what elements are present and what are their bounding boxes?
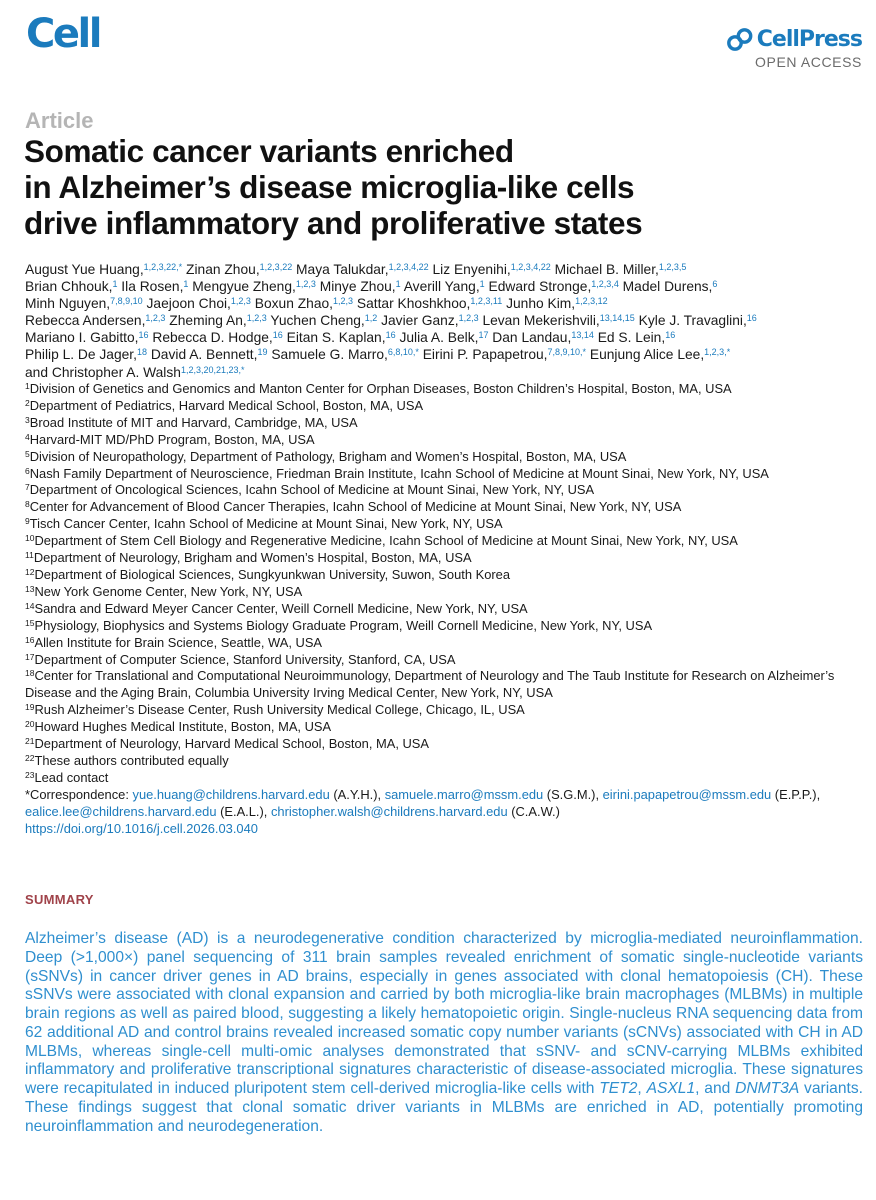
affiliation-number: 19: [25, 702, 35, 713]
article-title: [24, 133, 844, 241]
author-line: [25, 329, 870, 346]
cell-journal-logo: Cell: [26, 11, 100, 57]
correspondence-label: *Correspondence:: [25, 786, 133, 802]
affiliation-item: $^6$Nash Family Department of Neuroscience, Friedman Brain Institute, Icahn School of Medicine at Mount Sinai, New York, NY, USA: [25, 465, 769, 481]
affiliation-number: 14: [25, 600, 35, 611]
author-name: Eirini P. Papapetrou,$^{7,8,9,10,*}$: [422, 347, 587, 363]
email-link[interactable]: yue.huang@childrens.harvard.edu: [132, 786, 330, 802]
author-name: Michael B. Miller,$^{1,2,3,5}$: [554, 262, 687, 277]
author-list: [25, 261, 870, 381]
affiliation-number: 13: [25, 583, 35, 594]
title-line: Somatic cancer variants enriched: [24, 133, 514, 169]
author-affiliation-marks: 16: [665, 330, 676, 341]
author-name: Maya Talukdar,$^{1,2,3,4,22}$: [296, 262, 429, 277]
author-name: Averill Yang,$^1$: [403, 279, 485, 295]
email-link[interactable]: ealice.lee@childrens.harvard.edu: [25, 803, 217, 819]
affiliation-item: $^9$Tisch Cancer Center, Icahn School of Medicine at Mount Sinai, New York, NY, USA: [25, 516, 503, 532]
doi-link[interactable]: https://doi.org/10.1016/j.cell.2026.03.040: [25, 820, 258, 836]
author-affiliation-marks: 1,2,3: [145, 313, 166, 324]
author-affiliation-marks: 1,2,3: [333, 296, 354, 307]
affiliation-item: $^4$Harvard-MIT MD/PhD Program, Boston, MA, USA: [25, 431, 315, 447]
author-affiliation-marks: 1,2,3: [295, 279, 316, 290]
author-name: Minye Zhou,$^1$: [319, 279, 401, 295]
author-affiliation-marks: 1,2,3,5: [658, 262, 687, 272]
author-initials: (C.A.W.): [507, 803, 560, 819]
author-name: Madel Durens,$^6$: [622, 279, 718, 295]
author-affiliation-marks: 18: [136, 347, 147, 358]
author-line: [25, 295, 870, 312]
correspondence: [25, 787, 870, 821]
affiliation-number: 2: [25, 397, 30, 408]
affiliation-item: $^2$Department of Pediatrics, Harvard Medical School, Boston, MA, USA: [25, 397, 424, 413]
author-affiliation-marks: 1: [112, 279, 118, 290]
cellpress-wordmark: CellPress: [756, 27, 862, 52]
email-link[interactable]: christopher.walsh@childrens.harvard.edu: [270, 803, 508, 819]
author-name: Mariano I. Gabitto,$^{16}$: [25, 330, 149, 346]
affiliation-item: $^1$Division of Genetics and Genomics and Manton Center for Orphan Diseases, Boston Children’s Hospital, Boston, MA, USA: [25, 381, 732, 396]
author-affiliation-marks: 1,2,3,4,22: [388, 262, 429, 272]
author-affiliation-marks: 17: [478, 330, 489, 341]
author-affiliation-marks: 1,2,3,22,*: [143, 262, 183, 272]
cellpress-mark-icon: [727, 28, 753, 52]
author-affiliation-marks: 1,2,3,4,22: [510, 262, 551, 272]
affiliation-number: 23: [25, 769, 35, 780]
author-name: Mengyue Zheng,$^{1,2,3}$: [192, 279, 316, 295]
author-line: [25, 346, 870, 363]
author-name: Dan Landau,$^{13,14}$: [492, 330, 594, 346]
affiliation-number: 11: [25, 550, 34, 561]
gene-name: ASXL1: [646, 1080, 696, 1097]
author-name: Eunjung Alice Lee,$^{1,2,3,*}$: [589, 347, 731, 363]
affiliation-item: $^7$Department of Oncological Sciences, Icahn School of Medicine at Mount Sinai, New York, NY, USA: [25, 482, 595, 498]
author-name: Philip L. De Jager,$^{18}$: [25, 347, 147, 363]
summary-segment: ,: [637, 1080, 647, 1097]
affiliation-number: 21: [25, 736, 35, 747]
affiliation-item: $^{14}$Sandra and Edward Meyer Cancer Center, Weill Cornell Medicine, New York, NY, USA: [25, 600, 528, 616]
author-affiliation-marks: 16: [385, 330, 396, 341]
author-name: Samuele G. Marro,$^{6,8,10,*}$: [271, 347, 419, 363]
affiliation-number: 12: [25, 566, 35, 577]
affiliation-number: 18: [25, 668, 35, 679]
author-affiliation-marks: 1: [479, 279, 485, 290]
author-affiliation-marks: 7,8,9,10,*: [547, 347, 587, 358]
author-affiliation-marks: 1: [395, 279, 401, 290]
author-name: Brian Chhouk,$^1$: [25, 279, 118, 295]
affiliation-number: 22: [25, 752, 35, 763]
affiliation-number: 9: [25, 516, 30, 527]
affiliation-number: 17: [25, 651, 35, 662]
email-link[interactable]: samuele.marro@mssm.edu: [384, 786, 544, 802]
author-affiliation-marks: 6: [712, 279, 718, 290]
affiliations-block: [25, 381, 870, 837]
gene-name: DNMT3A: [735, 1080, 800, 1097]
author-name: Junho Kim,$^{1,2,3,12}$: [506, 296, 608, 312]
author-name: Zinan Zhou,$^{1,2,3,22}$: [186, 262, 293, 277]
author-name: Boxun Zhao,$^{1,2,3}$: [254, 296, 354, 312]
author-affiliation-marks: 1,2,3: [246, 313, 267, 324]
author-name: Zheming An,$^{1,2,3}$: [169, 313, 267, 329]
author-name: Levan Mekerishvili,$^{13,14,15}$: [482, 313, 635, 329]
author-affiliation-marks: 1,2,3,20,21,23,*: [180, 364, 245, 375]
author-initials: (E.A.L.),: [216, 803, 271, 819]
author-affiliation-marks: 1: [183, 279, 189, 290]
affiliation-number: 6: [25, 465, 30, 476]
title-line: drive inflammatory and proliferative states: [24, 205, 643, 241]
cellpress-logo: [727, 28, 862, 70]
affiliation-number: 20: [25, 719, 35, 730]
gene-name: TET2: [599, 1080, 638, 1097]
email-link[interactable]: eirini.papapetrou@mssm.edu: [602, 786, 772, 802]
affiliation-item: $^{15}$Physiology, Biophysics and Systems Biology Graduate Program, Weill Cornell Medicine, New York, NY, USA: [25, 617, 653, 633]
affiliation-number: 15: [25, 617, 35, 628]
author-name: Yuchen Cheng,$^{1,2}$: [270, 313, 378, 329]
author-initials: (E.P.P.),: [771, 786, 821, 802]
author-affiliation-marks: 13,14: [571, 330, 594, 341]
author-name: Sattar Khoshkhoo,$^{1,2,3,11}$: [356, 296, 503, 312]
author-name: David A. Bennett,$^{19}$: [150, 347, 268, 363]
author-affiliation-marks: 7,8,9,10: [110, 296, 143, 307]
author-name: Eitan S. Kaplan,$^{16}$: [286, 330, 396, 346]
open-access-label: OPEN ACCESS: [755, 54, 862, 70]
affiliation-item: $^{23}$Lead contact: [25, 769, 109, 785]
summary-heading: SUMMARY: [25, 892, 94, 907]
affiliation-number: 1: [25, 381, 30, 391]
affiliation-number: 4: [25, 431, 30, 442]
affiliation-number: 8: [25, 499, 30, 510]
affiliation-number: 7: [25, 482, 30, 493]
affiliation-item: $^3$Broad Institute of MIT and Harvard, Cambridge, MA, USA: [25, 414, 358, 430]
author-name: August Yue Huang,$^{1,2,3,22,*}$: [25, 262, 183, 277]
author-name: Rebecca D. Hodge,$^{16}$: [152, 330, 283, 346]
affiliation-number: 16: [25, 634, 35, 645]
author-name: Julia A. Belk,$^{17}$: [399, 330, 489, 346]
author-initials: (S.G.M.),: [543, 786, 603, 802]
author-affiliation-marks: 1,2: [364, 313, 378, 324]
affiliation-item: $^5$Division of Neuropathology, Department of Pathology, Brigham and Women’s Hospital, Boston, MA, USA: [25, 448, 627, 464]
author-affiliation-marks: 19: [257, 347, 268, 358]
author-affiliation-marks: 1,2,3,22: [259, 262, 293, 272]
author-affiliation-marks: 16: [272, 330, 283, 341]
affiliation-item: $^{11}$Department of Neurology, Brigham and Women’s Hospital, Boston, MA, USA: [25, 550, 472, 566]
summary-segment: , and: [695, 1080, 736, 1097]
affiliation-item: $^{20}$Howard Hughes Medical Institute, Boston, MA, USA: [25, 719, 332, 735]
affiliation-number: 3: [25, 414, 30, 425]
author-name: Ed S. Lein,$^{16}$: [597, 330, 676, 346]
author-affiliation-marks: 6,8,10,*: [387, 347, 419, 358]
author-name: Javier Ganz,$^{1,2,3}$: [381, 313, 479, 329]
author-name: Jaejoon Choi,$^{1,2,3}$: [146, 296, 251, 312]
author-line: [25, 312, 870, 329]
author-name: Kyle J. Travaglini,$^{16}$: [638, 313, 757, 329]
author-name: Ila Rosen,$^1$: [121, 279, 189, 295]
author-affiliation-marks: 13,14,15: [599, 313, 635, 324]
author-name: Minh Nguyen,$^{7,8,9,10}$: [25, 296, 143, 312]
author-initials: (A.Y.H.),: [329, 786, 385, 802]
author-affiliation-marks: 16: [746, 313, 757, 324]
affiliation-number: 10: [25, 533, 35, 544]
affiliation-item: $^{16}$Allen Institute for Brain Science, Seattle, WA, USA: [25, 634, 323, 650]
author-name: Liz Enyenihi,$^{1,2,3,4,22}$: [432, 262, 551, 277]
summary-segment: Alzheimer’s disease (AD) is a neurodegenerative condition characterized by microglia-mediated neuroinflammation. Deep (>1,000×) panel sequencing of 311 brain samples revealed enrichment of somatic single-nucleotide variants (sSNVs) in cancer driver genes in AD brains, especially in genes associated with clonal hematopoiesis (CH). These sSNVs were associated with clonal expansion and carried by both microglia-like brain macrophages (MLBMs) in multiple brain regions as well as paired blood, suggesting a likely hematopoietic origin. Single-nucleus RNA sequencing data from 62 additional AD and control brains revealed increased somatic copy number variants (sCNVs) associated with CH in AD MLBMs, whereas single-cell multi-omic analyses demonstrated that sSNV- and sCNV-carrying MLBMs exhibited inflammatory and proliferative transcriptional signatures characteristic of disease-associated microglia. These signatures were recapitulated in induced pluripotent stem cell-derived microglia-like cells with: [25, 930, 863, 1097]
affiliation-item: $^8$Center for Advancement of Blood Cancer Therapies, Icahn School of Medicine at Mount Sinai, New York, NY, USA: [25, 499, 682, 515]
author-name: Rebecca Andersen,$^{1,2,3}$: [25, 313, 166, 329]
affiliation-item: $^{21}$Department of Neurology, Harvard Medical School, Boston, MA, USA: [25, 736, 429, 752]
author-affiliation-marks: 1,2,3,4: [591, 279, 619, 290]
author-affiliation-marks: 16: [138, 330, 149, 341]
summary-text: [25, 930, 863, 1136]
author-affiliation-marks: 1,2,3: [230, 296, 251, 307]
affiliation-item: $^{22}$These authors contributed equally: [25, 752, 229, 768]
summary-segment: variants. These findings suggest that clonal somatic driver variants in MLBMs are enriched in AD, potentially promoting neuroinflammation and neurodegeneration.: [25, 1080, 863, 1135]
author-affiliation-marks: 1,2,3,*: [704, 347, 731, 358]
article-type-label: Article: [25, 108, 94, 133]
author-name: and Christopher A. Walsh$^{1,2,3,20,21,23,*}$: [25, 364, 245, 380]
author-affiliation-marks: 1,2,3: [458, 313, 479, 324]
author-name: Edward Stronge,$^{1,2,3,4}$: [488, 279, 619, 295]
affiliation-item: $^{13}$New York Genome Center, New York, NY, USA: [25, 583, 303, 599]
affiliation-item: $^{17}$Department of Computer Science, Stanford University, Stanford, CA, USA: [25, 651, 456, 667]
affiliation-number: 5: [25, 448, 30, 459]
affiliation-item: $^{18}$Center for Translational and Computational Neuroimmunology, Department of Neurology and The Taub Institute for Research on Alzheimer’s Disease and the Aging Brain, Columbia University Irving Medical Center, New York, NY, USA: [25, 668, 835, 701]
affiliation-item: $^{10}$Department of Stem Cell Biology and Regenerative Medicine, Icahn School of Medicine at Mount Sinai, New York, NY, USA: [25, 533, 738, 549]
author-line: [25, 278, 870, 295]
author-line: [25, 261, 870, 278]
affiliation-item: $^{12}$Department of Biological Sciences, Sungkyunkwan University, Suwon, South Korea: [25, 566, 510, 582]
author-affiliation-marks: 1,2,3,12: [575, 296, 608, 307]
title-line: in Alzheimer’s disease microglia-like cells: [24, 169, 635, 205]
affiliation-list: [25, 381, 870, 787]
author-line: [25, 364, 870, 381]
affiliation-item: $^{19}$Rush Alzheimer’s Disease Center, Rush University Medical College, Chicago, IL, USA: [25, 702, 525, 718]
author-affiliation-marks: 1,2,3,11: [470, 296, 503, 307]
